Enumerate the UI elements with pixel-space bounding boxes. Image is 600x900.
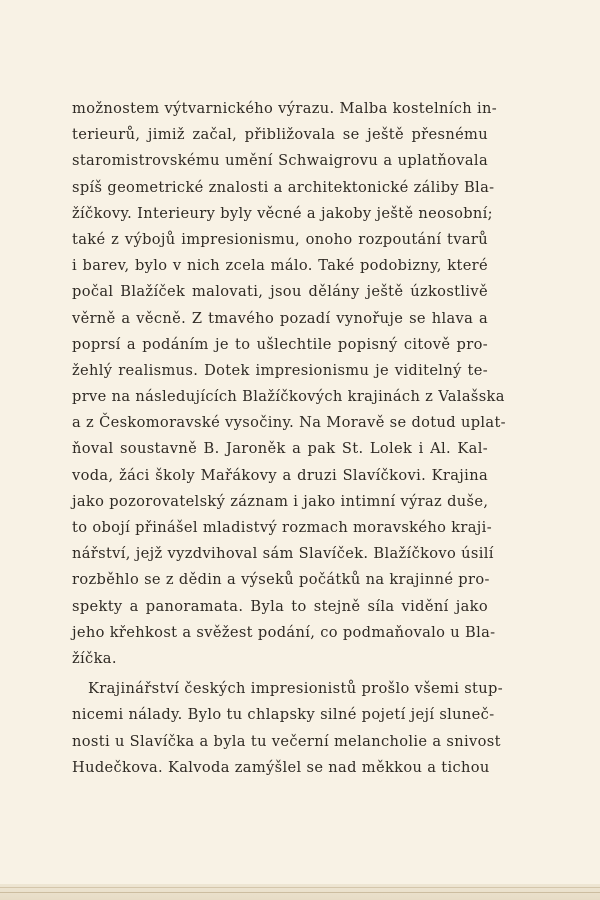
paragraph-1 bbox=[72, 96, 506, 672]
text-line: jeho křehkost a svěžest podání, co podmaňovalo u Bla- bbox=[72, 623, 496, 641]
text-line: rozběhlo se z dědin a výseků počátků na krajinné pro- bbox=[72, 571, 490, 589]
text-line: nosti u Slavíčka a byla tu večerní melancholie a snivost bbox=[72, 732, 501, 750]
text-line: a z Českomoravské vysočiny. Na Moravě se dotud uplat- bbox=[72, 414, 506, 432]
text-line: počal Blažíček malovati, jsou dělány ještě úzkostlivě bbox=[72, 283, 488, 301]
page-edge-line bbox=[0, 887, 600, 888]
text-line: ňoval soustavně B. Jaroněk a pak St. Lolek i Al. Kal- bbox=[72, 440, 488, 458]
text-line: prve na následujících Blažíčkových krajinách z Valašska bbox=[72, 388, 505, 406]
text-line: jako pozorovatelský záznam i jako intimní výraz duše, bbox=[72, 492, 489, 510]
text-line: žíčkovy. Interieury byly věcné a jakoby ještě neosobní; bbox=[72, 204, 493, 222]
text-line: Krajinářství českých impresionistů prošlo všemi stup- bbox=[88, 680, 503, 698]
text-line: staromistrovskému umění Schwaigrovu a uplatňovala bbox=[72, 152, 488, 170]
text-line: to obojí přinášel mladistvý rozmach moravského kraji- bbox=[72, 519, 492, 536]
text-line: nářství, jejž vyzdvihoval sám Slavíček. Blažíčkovo úsilí bbox=[72, 545, 494, 563]
text-line: také z výbojů impresionismu, onoho rozpoutání tvarů bbox=[72, 230, 488, 248]
text-line: i barev, bylo v nich zcela málo. Také podobizny, které bbox=[72, 257, 488, 275]
text-line: věrně a věcně. Z tmavého pozadí vynořuje se hlava a bbox=[72, 309, 488, 327]
text-line: voda, žáci školy Mařákovy a druzi Slavíčkovi. Krajina bbox=[72, 466, 488, 484]
text-line: terieurů, jimiž začal, přibližovala se ještě přesnému bbox=[72, 126, 488, 144]
text-line: nicemi nálady. Bylo tu chlapsky silné pojetí její sluneč- bbox=[72, 706, 495, 724]
text-line: spíš geometrické znalosti a architektonické záliby Bla- bbox=[72, 178, 495, 196]
text-line: poprsí a podáním je to ušlechtile popisný citově pro- bbox=[72, 335, 488, 353]
page-edge-line bbox=[0, 892, 600, 893]
text-line: žehlý realismus. Dotek impresionismu je viditelný te- bbox=[72, 361, 488, 379]
text-line: spekty a panoramata. Byla to stejně síla vidění jako bbox=[72, 597, 488, 615]
text-line: Hudečkova. Kalvoda zamýšlel se nad měkkou a tichou bbox=[72, 758, 490, 776]
text-line: možnostem výtvarnického výrazu. Malba kostelních in- bbox=[72, 100, 498, 117]
text-line: žíčka. bbox=[72, 649, 117, 667]
paragraph-2 bbox=[72, 676, 503, 781]
body-text bbox=[72, 96, 506, 781]
